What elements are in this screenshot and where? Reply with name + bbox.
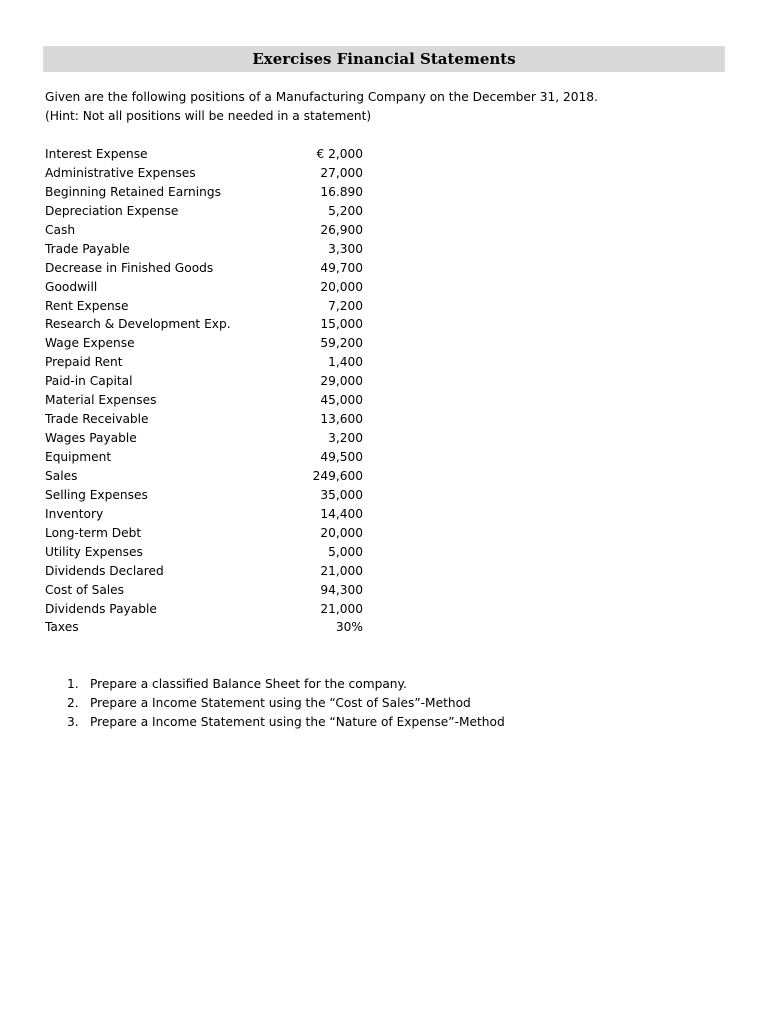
intro-text bbox=[45, 88, 598, 126]
position-row bbox=[45, 221, 363, 240]
position-row bbox=[45, 259, 363, 278]
position-value: 16.890 bbox=[320, 184, 363, 199]
position-value: 27,000 bbox=[320, 165, 363, 180]
position-row bbox=[45, 581, 363, 600]
position-row bbox=[45, 145, 363, 164]
task-item bbox=[67, 713, 505, 732]
position-label: Taxes bbox=[45, 620, 79, 635]
position-label: Administrative Expenses bbox=[45, 165, 196, 180]
position-value: 94,300 bbox=[320, 582, 363, 597]
position-value: 3,300 bbox=[328, 241, 363, 256]
position-row bbox=[45, 353, 363, 372]
position-label: Dividends Declared bbox=[45, 563, 164, 578]
position-label: Sales bbox=[45, 468, 78, 483]
position-value: 15,000 bbox=[320, 317, 363, 332]
position-value: 13,600 bbox=[320, 412, 363, 427]
position-label: Trade Payable bbox=[45, 241, 130, 256]
position-value: 5,200 bbox=[328, 203, 363, 218]
position-value: 30% bbox=[335, 620, 363, 635]
position-label: Long-term Debt bbox=[45, 525, 142, 540]
position-label: Wages Payable bbox=[45, 431, 137, 446]
position-label: Rent Expense bbox=[45, 298, 129, 313]
position-row bbox=[45, 486, 363, 505]
position-label: Material Expenses bbox=[45, 393, 157, 408]
position-label: Utility Expenses bbox=[45, 544, 143, 559]
position-value: 59,200 bbox=[320, 336, 363, 351]
task-text: Prepare a Income Statement using the “Cost of Sales”-Method bbox=[90, 696, 471, 710]
position-label: Inventory bbox=[45, 506, 104, 521]
task-item bbox=[67, 694, 505, 713]
intro-line-2: (Hint: Not all positions will be needed in a statement) bbox=[45, 109, 372, 123]
position-row bbox=[45, 372, 363, 391]
position-row bbox=[45, 562, 363, 581]
position-row bbox=[45, 410, 363, 429]
position-row bbox=[45, 600, 363, 619]
task-text: Prepare a Income Statement using the “Nature of Expense”-Method bbox=[90, 715, 505, 729]
position-row bbox=[45, 391, 363, 410]
position-value: 3,200 bbox=[328, 431, 363, 446]
position-label: Trade Receivable bbox=[45, 412, 149, 427]
position-value: 5,000 bbox=[328, 544, 363, 559]
position-row bbox=[45, 524, 363, 543]
position-row bbox=[45, 164, 363, 183]
position-label: Interest Expense bbox=[45, 147, 148, 161]
position-value: 249,600 bbox=[312, 468, 363, 483]
position-label: Wage Expense bbox=[45, 336, 135, 351]
position-value: 26,900 bbox=[320, 222, 363, 237]
position-label: Paid-in Capital bbox=[45, 374, 133, 389]
positions-list bbox=[45, 145, 363, 637]
position-row bbox=[45, 183, 363, 202]
position-label: Cost of Sales bbox=[45, 582, 125, 597]
position-label: Research & Development Exp. bbox=[45, 317, 231, 332]
position-label: Cash bbox=[45, 222, 76, 237]
position-label: Equipment bbox=[45, 450, 112, 464]
intro-line-1: Given are the following positions of a Manufacturing Company on the December 31, 2018. bbox=[45, 90, 598, 104]
position-label: Selling Expenses bbox=[45, 487, 148, 502]
position-row bbox=[45, 315, 363, 334]
task-number: 1. bbox=[67, 677, 79, 691]
position-label: Beginning Retained Earnings bbox=[45, 184, 221, 199]
position-value: 1,400 bbox=[328, 355, 363, 370]
position-row bbox=[45, 429, 363, 448]
position-value: 49,700 bbox=[320, 260, 363, 275]
position-value: 45,000 bbox=[320, 393, 363, 408]
task-item bbox=[67, 675, 505, 694]
position-value: 14,400 bbox=[320, 506, 363, 521]
position-row bbox=[45, 505, 363, 524]
position-value: 21,000 bbox=[320, 601, 363, 616]
position-row bbox=[45, 202, 363, 221]
position-label: Dividends Payable bbox=[45, 601, 157, 616]
position-value: 20,000 bbox=[320, 525, 363, 540]
task-list bbox=[67, 675, 505, 732]
task-text: Prepare a classified Balance Sheet for the company. bbox=[90, 677, 407, 691]
position-row bbox=[45, 297, 363, 316]
task-number: 3. bbox=[67, 715, 79, 729]
position-value: 20,000 bbox=[320, 279, 363, 294]
position-label: Prepaid Rent bbox=[45, 355, 123, 370]
position-row bbox=[45, 543, 363, 562]
task-number: 2. bbox=[67, 696, 79, 710]
position-label: Depreciation Expense bbox=[45, 203, 179, 218]
title-banner bbox=[43, 46, 725, 72]
position-value: 21,000 bbox=[320, 563, 363, 578]
position-label: Goodwill bbox=[45, 279, 98, 294]
position-value: 29,000 bbox=[320, 374, 363, 389]
position-value: 35,000 bbox=[320, 487, 363, 502]
position-row bbox=[45, 334, 363, 353]
position-row bbox=[45, 448, 363, 467]
position-row bbox=[45, 278, 363, 297]
position-row bbox=[45, 240, 363, 259]
position-value: 49,500 bbox=[320, 450, 363, 464]
position-value: 7,200 bbox=[328, 298, 363, 313]
position-row bbox=[45, 618, 363, 637]
position-row bbox=[45, 467, 363, 486]
page-title: Exercises Financial Statements bbox=[252, 50, 516, 68]
position-label: Decrease in Finished Goods bbox=[45, 260, 214, 275]
position-value: € 2,000 bbox=[316, 147, 363, 161]
